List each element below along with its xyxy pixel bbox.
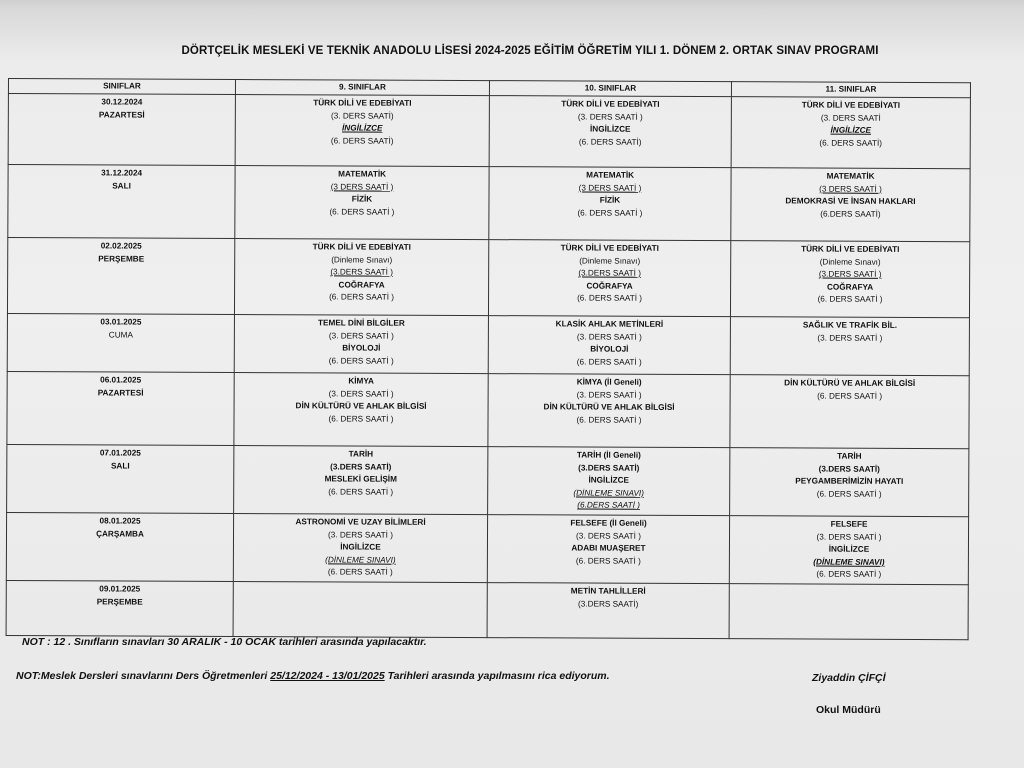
exam-period: (6. DERS SAATİ ) xyxy=(577,208,643,218)
exam-cell-grade-9 xyxy=(234,372,488,446)
exam-date: 09.01.2025 xyxy=(99,584,141,594)
principal-title: Okul Müdürü xyxy=(816,704,881,716)
exam-cell-grade-11 xyxy=(730,317,969,376)
exam-cell-grade-11 xyxy=(730,375,969,449)
date-cell xyxy=(6,580,233,636)
exam-cell-grade-11 xyxy=(729,516,968,585)
exam-period: (6. DERS SAATİ ) xyxy=(329,292,395,303)
exam-day: PERŞEMBE xyxy=(96,596,143,607)
exam-subject: TÜRK DİLİ VE EDEBİYATI xyxy=(313,98,412,108)
exam-cell-grade-9 xyxy=(233,513,487,582)
exam-period: (3.DERS SAATİ) xyxy=(578,599,639,609)
exam-period: (3. DERS SAATİ ) xyxy=(577,112,643,122)
exam-subject: COĞRAFYA xyxy=(827,282,874,292)
exam-period: (6. DERS SAATİ) xyxy=(330,136,394,146)
exam-subject: ADABI MUAŞERET xyxy=(571,543,646,553)
exam-period: (6. DERS SAATİ ) xyxy=(816,569,882,580)
exam-period: (3. DERS SAATİ ) xyxy=(576,332,642,342)
exam-period: (3.DERS SAATİ ) xyxy=(330,267,393,277)
exam-period: (6. DERS SAATİ ) xyxy=(329,207,395,217)
exam-day: PAZARTESİ xyxy=(98,109,145,120)
exam-subject: MATEMATİK xyxy=(338,169,387,179)
exam-date: 31.12.2024 xyxy=(101,168,143,178)
table-row xyxy=(6,580,968,639)
exam-period: (6. DERS SAATİ ) xyxy=(576,415,642,425)
exam-cell-grade-11 xyxy=(730,241,969,318)
exam-subject: (3.DERS SAATİ) xyxy=(578,463,640,473)
table-row xyxy=(8,165,970,242)
table-row xyxy=(7,313,969,375)
exam-subject: DİN KÜLTÜRÜ VE AHLAK BİLGİSİ xyxy=(543,402,675,413)
header-cell-grade-11: 11. SINIFLAR xyxy=(731,82,970,98)
exam-subject: (3.DERS SAATİ) xyxy=(330,462,392,472)
exam-subject: KİMYA xyxy=(348,376,375,386)
table-row xyxy=(7,444,969,516)
exam-subject: (DİNLEME SINAVI) xyxy=(813,557,885,567)
exam-subject: TÜRK DİLİ VE EDEBİYATI xyxy=(801,244,900,254)
exam-day: SALI xyxy=(112,181,131,191)
table-row xyxy=(8,94,970,169)
exam-subject: İNGİLİZCE xyxy=(830,125,872,135)
exam-subject: FELSEFE (İl Geneli) xyxy=(570,518,647,528)
exam-period: (DİNLEME SINAVI) xyxy=(325,555,396,565)
date-cell xyxy=(7,444,234,513)
exam-subject: İNGİLİZCE xyxy=(342,123,383,133)
exam-date: 07.01.2025 xyxy=(99,448,141,458)
exam-date: 03.01.2025 xyxy=(100,317,142,327)
date-cell xyxy=(8,94,235,166)
exam-period: (6. DERS SAATİ ) xyxy=(576,357,642,367)
exam-subject: TÜRK DİLİ VE EDEBİYATI xyxy=(801,100,901,110)
note-vocational xyxy=(16,670,610,682)
exam-cell-grade-10 xyxy=(489,96,731,168)
exam-subject: İNGİLİZCE xyxy=(828,544,870,554)
exam-period: (6. DERS SAATİ ) xyxy=(327,567,393,578)
exam-subject: SAĞLIK VE TRAFİK BİL. xyxy=(802,320,898,330)
exam-date: 30.12.2024 xyxy=(101,97,143,107)
exam-period: (3 DERS SAATİ ) xyxy=(819,184,882,194)
exam-cell-grade-10 xyxy=(487,515,729,584)
exam-schedule-table xyxy=(6,78,971,640)
exam-subject: MATEMATİK xyxy=(586,170,635,180)
exam-period: (6. DERS SAATİ ) xyxy=(328,356,394,366)
exam-period: (6.DERS SAATİ) xyxy=(820,209,881,219)
date-cell xyxy=(7,238,234,315)
exam-subject: PEYGAMBERİMİZİN HAYATI xyxy=(795,476,904,487)
exam-date: 02.02.2025 xyxy=(100,241,142,251)
exam-subject: TARİH xyxy=(837,451,862,461)
exam-cell-grade-10 xyxy=(488,447,730,516)
exam-period: (6. DERS SAATİ ) xyxy=(577,293,643,304)
exam-subject: DİN KÜLTÜRÜ VE AHLAK BİLGİSİ xyxy=(784,378,916,388)
exam-subject: TÜRK DİLİ VE EDEBİYATI xyxy=(560,243,659,253)
note-vocational-prefix: NOT:Meslek Dersleri sınavlarını Ders Öğretmenleri xyxy=(16,670,271,682)
exam-cell-grade-10 xyxy=(488,316,730,375)
exam-cell-grade-9 xyxy=(235,94,489,166)
exam-subject: TARİH (İl Geneli) xyxy=(576,450,641,460)
exam-period: (Dinleme Sınavı) xyxy=(331,255,393,265)
exam-period: (3. DERS SAATİ ) xyxy=(576,531,641,541)
exam-subject: ASTRONOMİ VE UZAY BİLİMLERİ xyxy=(295,517,426,527)
exam-period: (6. DERS SAATİ) xyxy=(578,137,642,147)
exam-cell-grade-9 xyxy=(233,581,487,637)
exam-period: (3. DERS SAATİ ) xyxy=(328,529,393,540)
exam-subject: MATEMATİK xyxy=(826,171,875,181)
exam-period: (6. DERS SAATİ ) xyxy=(575,556,641,566)
exam-cell-grade-11 xyxy=(729,584,968,640)
exam-subject: İNGİLİZCE xyxy=(590,124,631,134)
exam-cell-grade-10 xyxy=(488,374,730,448)
date-cell xyxy=(7,313,234,372)
exam-subject: FİZİK xyxy=(351,194,373,204)
exam-period: (6. DERS SAATİ) xyxy=(819,138,883,148)
header-cell-grade-10: 10. SINIFLAR xyxy=(489,81,731,97)
exam-period: (6. DERS SAATİ ) xyxy=(328,414,394,424)
exam-period: (6. DERS SAATİ ) xyxy=(817,391,883,401)
exam-period: (3. DERS SAATİ ) xyxy=(328,388,394,399)
exam-period: (6. DERS SAATİ ) xyxy=(328,487,394,497)
exam-subject: FİZİK xyxy=(599,195,621,205)
header-cell-classes: SINIFLAR xyxy=(8,79,235,95)
exam-day: SALI xyxy=(110,461,130,471)
exam-subject: (3.DERS SAATİ) xyxy=(818,464,880,474)
exam-subject: METİN TAHLİLLERİ xyxy=(570,586,646,596)
exam-date: 08.01.2025 xyxy=(99,516,141,526)
exam-period: (3.DERS SAATİ ) xyxy=(578,268,641,278)
exam-period: (6. DERS SAATİ ) xyxy=(817,294,883,305)
table-row xyxy=(7,238,969,318)
exam-cell-grade-11 xyxy=(731,97,970,169)
table-row xyxy=(7,371,969,448)
exam-cell-grade-11 xyxy=(731,168,970,242)
exam-cell-grade-9 xyxy=(234,445,488,514)
exam-period: (3.DERS SAATİ ) xyxy=(818,269,882,280)
exam-period: (3 DERS SAATİ ) xyxy=(578,183,642,193)
exam-subject: TÜRK DİLİ VE EDEBİYATI xyxy=(312,242,411,252)
exam-period: (Dinleme Sınavı) xyxy=(819,257,881,267)
exam-subject: MESLEKİ GELİŞİM xyxy=(324,474,397,484)
exam-subject: COĞRAFYA xyxy=(338,280,385,290)
note-grade-12: NOT : 12 . Sınıfların sınavları 30 ARALIK - 10 OCAK tarihleri arasında yapılacaktır. xyxy=(22,636,427,648)
exam-subject: DİN KÜLTÜRÜ VE AHLAK BİLGİSİ xyxy=(295,401,427,412)
exam-subject: BİYOLOJİ xyxy=(590,344,629,354)
exam-subject: TARİH xyxy=(348,449,374,459)
exam-day: CUMA xyxy=(108,330,133,340)
note-vocational-suffix: Tarihleri arasında yapılmasını rica ediyorum. xyxy=(384,670,610,682)
header-cell-grade-9: 9. SINIFLAR xyxy=(235,79,489,95)
exam-day: PAZARTESİ xyxy=(97,387,144,398)
exam-cell-grade-9 xyxy=(235,165,489,239)
exam-subject: İNGİLİZCE xyxy=(340,542,381,552)
table-row xyxy=(6,512,968,584)
exam-subject: TEMEL DİNİ BİLGİLER xyxy=(318,318,405,328)
exam-period: (DİNLEME SINAVI) xyxy=(573,488,644,498)
exam-subject: COĞRAFYA xyxy=(586,281,633,291)
exam-subject: İNGİLİZCE xyxy=(588,475,630,485)
exam-cell-grade-10 xyxy=(489,167,731,241)
exam-period: (6.DERS SAATİ ) xyxy=(577,500,640,511)
document-title: DÖRTÇELİK MESLEKİ VE TEKNİK ANADOLU LİSESİ 2024-2025 EĞİTİM ÖĞRETİM YILI 1. DÖNEM 2. ORTAK SINAV PROGRAMI xyxy=(181,45,879,57)
exam-period: (3. DERS SAATİ ) xyxy=(817,333,883,343)
exam-period: (3. DERS SAATİ) xyxy=(330,111,394,121)
exam-period: (3 DERS SAATİ ) xyxy=(330,182,394,192)
note-vocational-dates: 25/12/2024 - 13/01/2025 xyxy=(270,670,385,682)
exam-day: ÇARŞAMBA xyxy=(96,528,144,539)
exam-subject: TÜRK DİLİ VE EDEBİYATI xyxy=(561,99,660,109)
exam-subject: KİMYA (İl Geneli) xyxy=(576,377,642,387)
exam-subject: BİYOLOJİ xyxy=(342,343,381,353)
exam-cell-grade-10 xyxy=(488,240,730,317)
date-cell xyxy=(6,512,233,581)
exam-cell-grade-9 xyxy=(234,238,488,315)
principal-name: Ziyaddin ÇİFÇİ xyxy=(812,672,886,684)
exam-period: (3. DERS SAATİ ) xyxy=(816,532,882,542)
exam-period: (Dinleme Sınavı) xyxy=(579,256,641,266)
date-cell xyxy=(8,165,235,239)
exam-cell-grade-9 xyxy=(234,314,488,373)
exam-period: (3. DERS SAATİ ) xyxy=(328,330,394,341)
exam-day: PERŞEMBE xyxy=(98,253,145,264)
date-cell xyxy=(7,371,234,445)
exam-subject: DEMOKRASİ VE İNSAN HAKLARI xyxy=(785,196,916,207)
exam-cell-grade-11 xyxy=(730,448,969,517)
exam-date: 06.01.2025 xyxy=(100,375,142,385)
exam-period: (6. DERS SAATİ ) xyxy=(816,489,882,499)
schedule-body xyxy=(6,94,970,640)
exam-period: (3. DERS SAATİ xyxy=(820,113,881,123)
exam-cell-grade-10 xyxy=(487,583,729,639)
exam-period: (3. DERS SAATİ ) xyxy=(576,390,642,400)
exam-subject: KLASİK AHLAK METİNLERİ xyxy=(555,319,664,329)
exam-subject: FELSEFE xyxy=(830,519,868,529)
